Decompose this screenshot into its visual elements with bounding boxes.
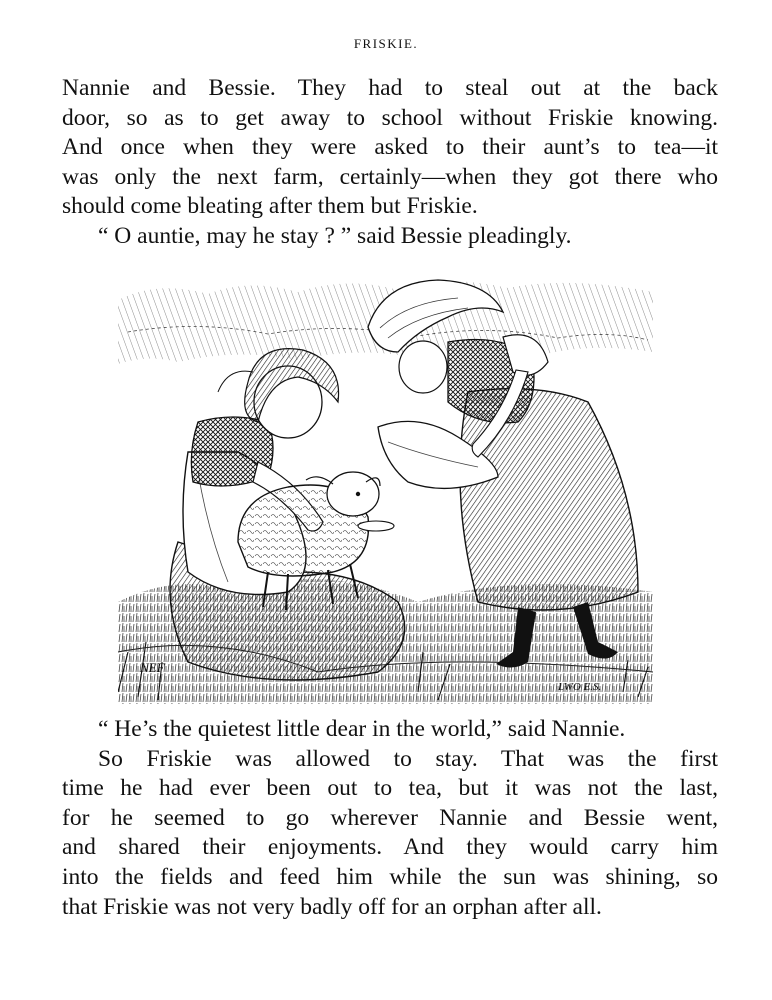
- text-line: should come bleating after them but Friskie.: [62, 193, 478, 220]
- artist-signature-right: LWO E.S.: [558, 681, 602, 693]
- bottom-paragraph: [62, 715, 718, 922]
- girls-with-lamb-engraving: [118, 272, 653, 704]
- engraving-illustration: [118, 272, 653, 704]
- text-line: Nannie and Bessie. They had to steal out at the back: [62, 75, 718, 101]
- text-line: door, so as to get away to school without Friskie knowing.: [62, 104, 718, 131]
- text-line: time he had ever been out to tea, but it was not the last,: [62, 775, 718, 802]
- artist-signature-left: NEF: [140, 660, 165, 675]
- text-line: for he seemed to go wherever Nannie and Bessie went,: [62, 804, 718, 831]
- text-line: was only the next farm, certainly—when they got there who: [62, 163, 718, 190]
- text-line: So Friskie was allowed to stay. That was the first: [98, 745, 718, 772]
- top-paragraph: [62, 74, 718, 252]
- running-head: FRISKIE.: [353, 36, 419, 51]
- text-line: and shared their enjoyments. And they would carry him: [62, 834, 718, 861]
- dialogue-line: “ He’s the quietest little dear in the world,” said Nannie.: [98, 716, 626, 742]
- text-line: that Friskie was not very badly off for an orphan after all.: [62, 893, 602, 920]
- text-line: into the fields and feed him while the sun was shining, so: [62, 863, 718, 890]
- text-line: And once when they were asked to their aunt’s to tea—it: [62, 134, 718, 161]
- dialogue-line: “ O auntie, may he stay ? ” said Bessie pleadingly.: [98, 222, 572, 249]
